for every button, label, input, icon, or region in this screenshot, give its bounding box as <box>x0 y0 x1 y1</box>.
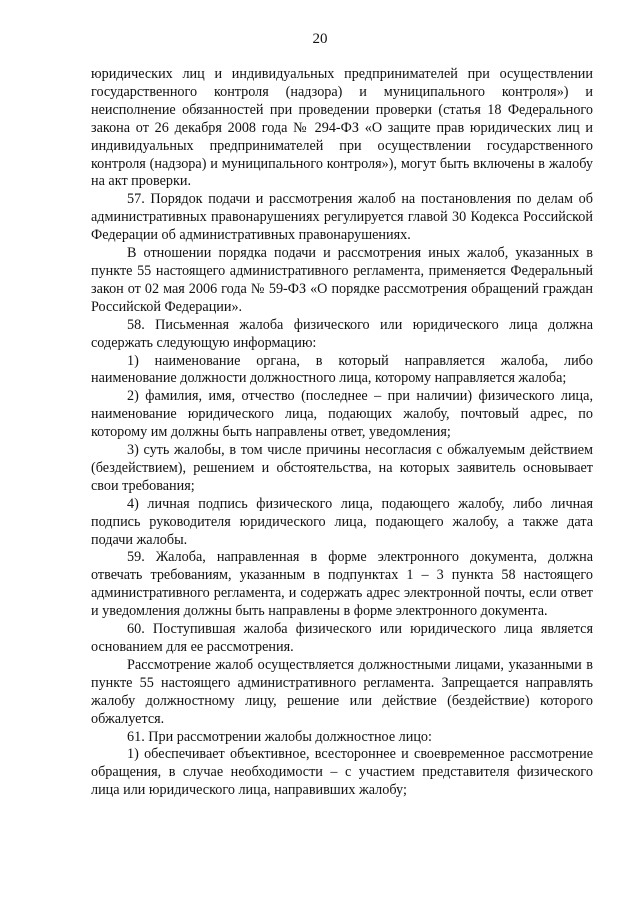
paragraph-58: 58. Письменная жалоба физического или юридического лица должна содержать следующую информацию: <box>91 316 593 351</box>
list-item-58-4: 4) личная подпись физического лица, подающего жалобу, либо личная подпись руководителя юридического лица, подающего жалобу, а также дата подачи жалобы. <box>91 495 593 548</box>
paragraph-57: 57. Порядок подачи и рассмотрения жалоб на постановления по делам об административных правонарушениях регулируется главой 30 Кодекса Российской Федерации об административных правонарушениях. <box>91 191 593 244</box>
paragraph-60: 60. Поступившая жалоба физического или юридического лица является основанием для ее рассмотрения. <box>91 621 593 655</box>
paragraph-61: 61. При рассмотрении жалобы должностное лицо: <box>127 728 432 745</box>
paragraph-other-complaints: В отношении порядка подачи и рассмотрения иных жалоб, указанных в пункте 55 настоящего административного регламента, применяется Федеральный закон от 02 мая 2006 года № 59-ФЗ «О порядке рассмотрения обращений граждан Российской Федерации». <box>91 245 593 315</box>
list-item-58-3: 3) суть жалобы, в том числе причины несогласия с обжалуемым действием (бездействием), решением и обстоятельства, на которых заявитель основывает свои требования; <box>91 442 593 494</box>
list-item-58-2: 2) фамилия, имя, отчество (последнее – при наличии) физического лица, наименование юридического лица, подающих жалобу, почтовый адрес, по которому им должны быть направлены ответ, уведомления; <box>91 388 593 441</box>
paragraph-review-officials: Рассмотрение жалоб осуществляется должностными лицами, указанными в пункте 55 настоящего административного регламента. Запрещается направлять жалобу должностному лицу, решение или действие (бездействие) которого обжалуется. <box>91 656 593 727</box>
document-body <box>91 66 593 800</box>
paragraph-59: 59. Жалоба, направленная в форме электронного документа, должна отвечать требованиям, указанным в подпунктах 1 – 3 пункта 58 настоящего административного регламента, и содержать адрес электронной почты, если ответ и уведомления должны быть направлены в форме электронного документа. <box>91 549 593 620</box>
list-item-58-1: 1) наименование органа, в который направляется жалоба, либо наименование должности должностного лица, которому направляется жалоба; <box>91 352 593 387</box>
page-number: 20 <box>312 31 328 47</box>
list-item-61-1: 1) обеспечивает объективное, всестороннее и своевременное рассмотрение обращения, в случае необходимости – с участием представителя физического лица или юридического лица, направивших жалобу; <box>91 746 593 799</box>
paragraph-continuation: юридических лиц и индивидуальных предпринимателей при осуществлении государственного контроля (надзора) и муниципального контроля») и неисполнение обязанностей при проведении проверки (статья 18 Федерального закона от 26 декабря 2008 года № 294-ФЗ «О защите прав юридических лиц и индивидуальных предпринимателей при осуществлении государственного контроля (надзора) и муниципального контроля»), могут быть включены в жалобу на акт проверки. <box>91 66 593 190</box>
